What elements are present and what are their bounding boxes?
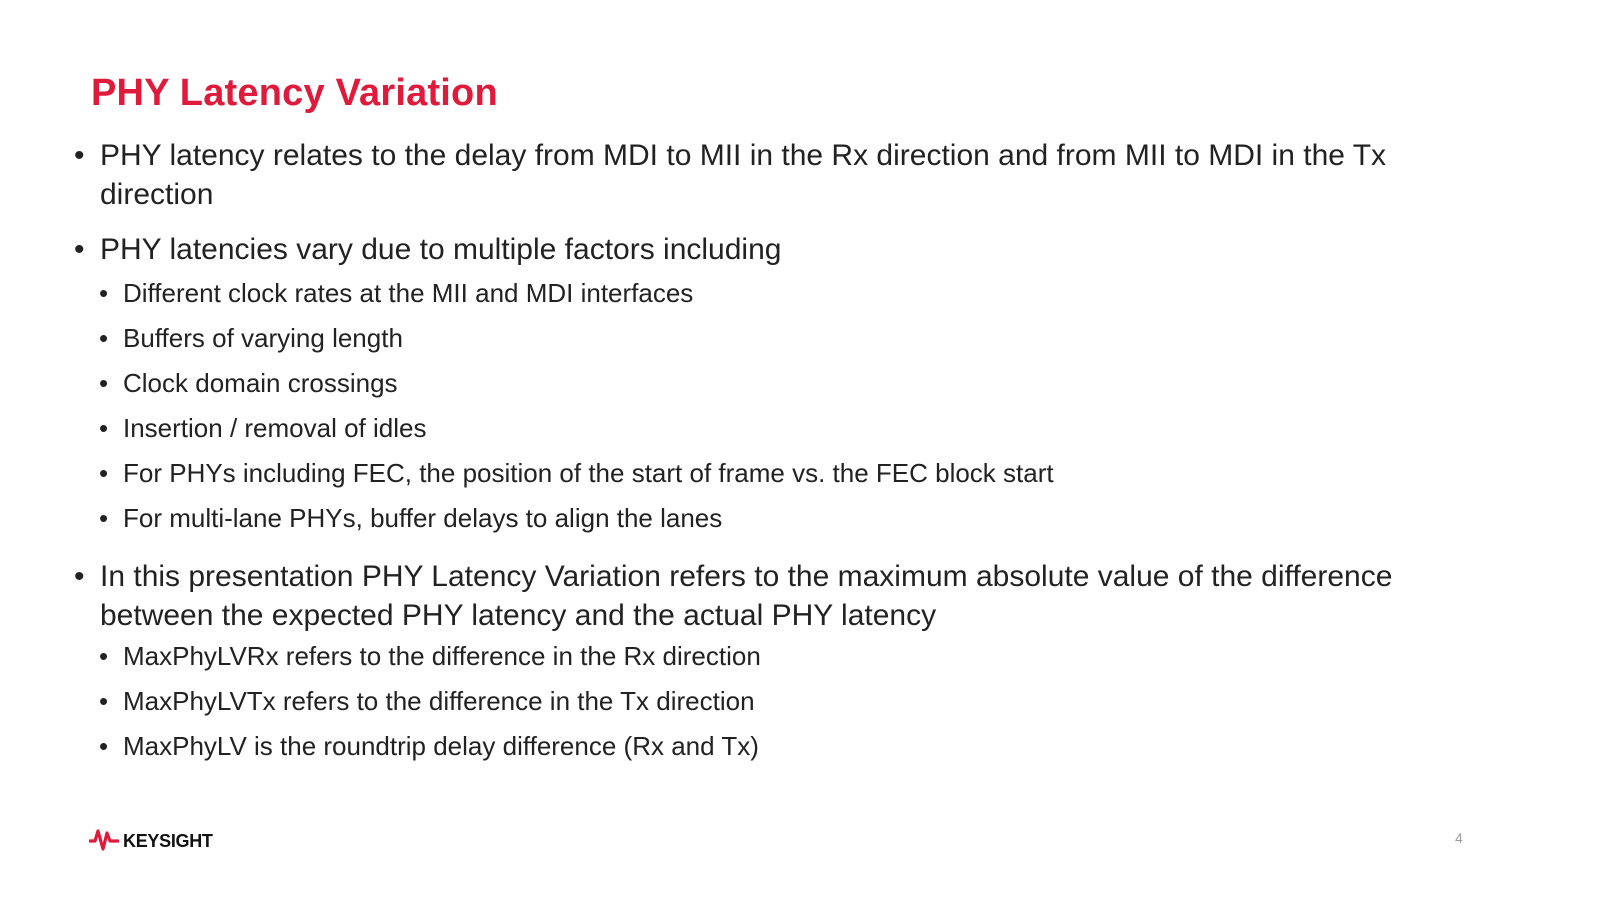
sub-bullet-text: Insertion / removal of idles bbox=[123, 413, 427, 443]
sub-bullet-dot: • bbox=[99, 731, 109, 761]
bullet-item bbox=[74, 230, 1454, 269]
sub-bullet-dot: • bbox=[99, 641, 109, 671]
page-number: 4 bbox=[1455, 830, 1463, 846]
sub-bullet-dot: • bbox=[99, 686, 109, 716]
sub-bullet-text: Buffers of varying length bbox=[123, 323, 403, 353]
sub-bullet-text: For PHYs including FEC, the position of the start of frame vs. the FEC block start bbox=[123, 458, 1054, 488]
sub-bullet-text: MaxPhyLVTx refers to the difference in the Tx direction bbox=[123, 686, 755, 716]
sub-bullet-item bbox=[99, 321, 1454, 355]
bullet-group-2 bbox=[74, 230, 1454, 535]
sub-bullet-item bbox=[99, 411, 1454, 445]
sub-bullet-item bbox=[99, 456, 1454, 490]
keysight-logo bbox=[89, 827, 213, 856]
logo-text: KEYSIGHT bbox=[123, 831, 213, 851]
sub-bullet-text: MaxPhyLV is the roundtrip delay difference (Rx and Tx) bbox=[123, 731, 759, 761]
sub-bullet-text: For multi-lane PHYs, buffer delays to align the lanes bbox=[123, 503, 723, 533]
sub-bullet-item bbox=[99, 729, 1454, 763]
sub-bullet-text: Clock domain crossings bbox=[123, 368, 398, 398]
sub-bullet-dot: • bbox=[99, 503, 109, 533]
sub-bullet-dot: • bbox=[99, 323, 109, 353]
bullet-group-1 bbox=[74, 136, 1454, 214]
bullet-item bbox=[74, 557, 1454, 635]
sub-bullet-dot: • bbox=[99, 368, 109, 398]
sub-bullet-dot: • bbox=[99, 278, 109, 308]
sub-bullet-text: Different clock rates at the MII and MDI interfaces bbox=[123, 278, 694, 308]
sub-bullet-dot: • bbox=[99, 413, 109, 443]
keysight-wave-icon bbox=[89, 827, 119, 856]
sub-bullet-text: MaxPhyLVRx refers to the difference in the Rx direction bbox=[123, 641, 761, 671]
bullet-dot: • bbox=[74, 233, 85, 266]
bullet-text: PHY latency relates to the delay from MDI to MII in the Rx direction and from MII to MDI in the Tx direction bbox=[100, 139, 1387, 211]
sub-bullet-item bbox=[99, 276, 1454, 310]
sub-bullet-item bbox=[99, 639, 1454, 673]
slide-body bbox=[74, 136, 1454, 763]
sub-bullet-item bbox=[99, 366, 1454, 400]
bullet-dot: • bbox=[74, 560, 85, 593]
sub-bullet-dot: • bbox=[99, 458, 109, 488]
bullet-text: In this presentation PHY Latency Variation refers to the maximum absolute value of the difference between the expected PHY latency and the actual PHY latency bbox=[100, 560, 1393, 632]
bullet-item bbox=[74, 136, 1454, 214]
sub-bullet-item bbox=[99, 501, 1454, 535]
bullet-text: PHY latencies vary due to multiple factors including bbox=[100, 233, 782, 266]
bullet-group-3 bbox=[74, 557, 1454, 763]
sub-bullet-item bbox=[99, 684, 1454, 718]
slide-title: PHY Latency Variation bbox=[91, 72, 498, 114]
bullet-dot: • bbox=[74, 139, 85, 172]
